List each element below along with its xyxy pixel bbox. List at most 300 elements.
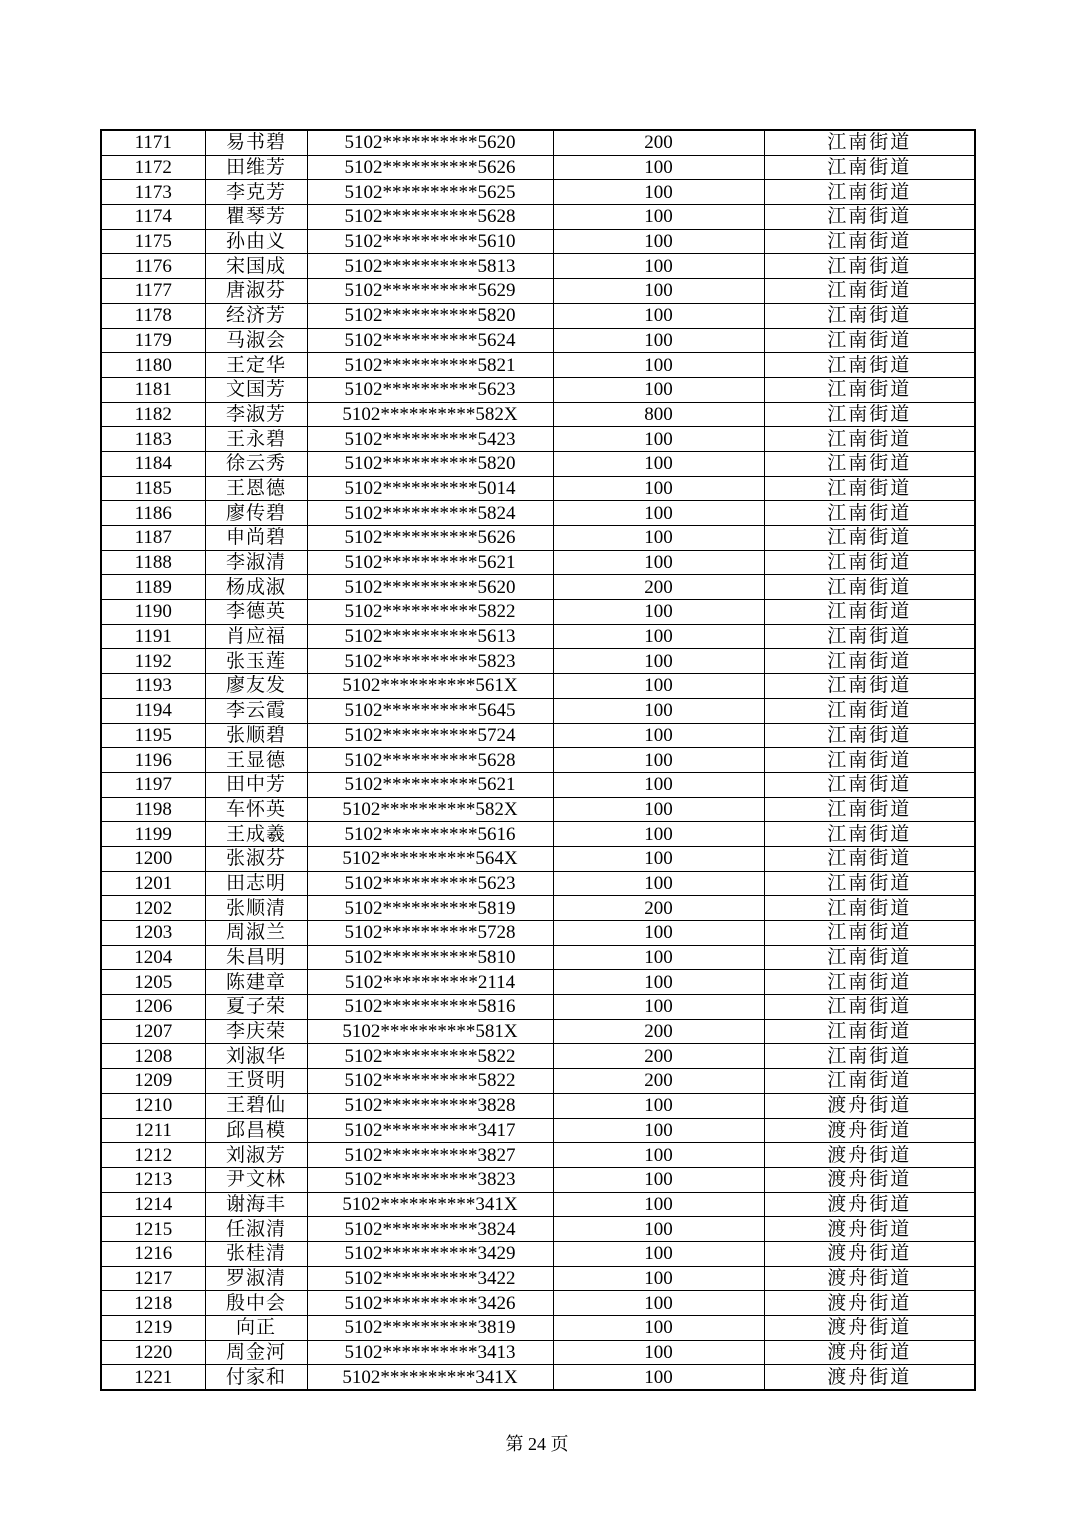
id-number-cell: 5102**********5824 xyxy=(307,501,553,526)
street-cell: 江南街道 xyxy=(764,1044,975,1069)
street-cell: 江南街道 xyxy=(764,377,975,402)
street-cell: 渡舟街道 xyxy=(764,1093,975,1118)
row-number-cell: 1190 xyxy=(101,600,205,625)
name-cell: 瞿琴芳 xyxy=(205,205,307,230)
table-row xyxy=(101,772,975,797)
street-cell: 江南街道 xyxy=(764,328,975,353)
name-cell: 马淑会 xyxy=(205,328,307,353)
row-number-cell: 1194 xyxy=(101,698,205,723)
table-row xyxy=(101,155,975,180)
id-number-cell: 5102**********5820 xyxy=(307,451,553,476)
id-number-cell: 5102**********5616 xyxy=(307,822,553,847)
street-cell: 江南街道 xyxy=(764,353,975,378)
row-number-cell: 1198 xyxy=(101,797,205,822)
row-number-cell: 1175 xyxy=(101,229,205,254)
street-cell: 江南街道 xyxy=(764,402,975,427)
table-row xyxy=(101,1093,975,1118)
table-row xyxy=(101,723,975,748)
id-number-cell: 5102**********5620 xyxy=(307,575,553,600)
table-row xyxy=(101,846,975,871)
amount-cell: 100 xyxy=(553,748,764,773)
id-number-cell: 5102**********5628 xyxy=(307,748,553,773)
id-number-cell: 5102**********561X xyxy=(307,674,553,699)
amount-cell: 100 xyxy=(553,279,764,304)
name-cell: 殷中会 xyxy=(205,1291,307,1316)
name-cell: 田维芳 xyxy=(205,155,307,180)
id-number-cell: 5102**********3824 xyxy=(307,1217,553,1242)
row-number-cell: 1206 xyxy=(101,995,205,1020)
amount-cell: 100 xyxy=(553,970,764,995)
street-cell: 渡舟街道 xyxy=(764,1192,975,1217)
id-number-cell: 5102**********5423 xyxy=(307,427,553,452)
row-number-cell: 1188 xyxy=(101,550,205,575)
name-cell: 朱昌明 xyxy=(205,945,307,970)
amount-cell: 100 xyxy=(553,649,764,674)
table-row xyxy=(101,921,975,946)
street-cell: 江南街道 xyxy=(764,155,975,180)
amount-cell: 100 xyxy=(553,871,764,896)
street-cell: 渡舟街道 xyxy=(764,1241,975,1266)
page-number: 第 24 页 xyxy=(505,1434,569,1454)
amount-cell: 100 xyxy=(553,1241,764,1266)
amount-cell: 100 xyxy=(553,600,764,625)
row-number-cell: 1195 xyxy=(101,723,205,748)
table-row xyxy=(101,328,975,353)
street-cell: 江南街道 xyxy=(764,279,975,304)
street-cell: 江南街道 xyxy=(764,180,975,205)
name-cell: 王定华 xyxy=(205,353,307,378)
row-number-cell: 1202 xyxy=(101,896,205,921)
row-number-cell: 1217 xyxy=(101,1266,205,1291)
name-cell: 夏子荣 xyxy=(205,995,307,1020)
id-number-cell: 5102**********5820 xyxy=(307,303,553,328)
table-row xyxy=(101,649,975,674)
row-number-cell: 1210 xyxy=(101,1093,205,1118)
name-cell: 李克芳 xyxy=(205,180,307,205)
id-number-cell: 5102**********5624 xyxy=(307,328,553,353)
row-number-cell: 1211 xyxy=(101,1118,205,1143)
row-number-cell: 1212 xyxy=(101,1143,205,1168)
amount-cell: 100 xyxy=(553,328,764,353)
table-row xyxy=(101,1118,975,1143)
row-number-cell: 1176 xyxy=(101,254,205,279)
street-cell: 渡舟街道 xyxy=(764,1118,975,1143)
table-row xyxy=(101,1266,975,1291)
amount-cell: 800 xyxy=(553,402,764,427)
table-row xyxy=(101,674,975,699)
name-cell: 罗淑清 xyxy=(205,1266,307,1291)
amount-cell: 100 xyxy=(553,674,764,699)
id-number-cell: 5102**********5623 xyxy=(307,377,553,402)
id-number-cell: 5102**********5628 xyxy=(307,205,553,230)
street-cell: 渡舟街道 xyxy=(764,1291,975,1316)
row-number-cell: 1171 xyxy=(101,130,205,155)
street-cell: 江南街道 xyxy=(764,723,975,748)
id-number-cell: 5102**********5629 xyxy=(307,279,553,304)
id-number-cell: 5102**********5625 xyxy=(307,180,553,205)
table-row xyxy=(101,229,975,254)
table-row xyxy=(101,279,975,304)
amount-cell: 100 xyxy=(553,254,764,279)
row-number-cell: 1187 xyxy=(101,526,205,551)
row-number-cell: 1213 xyxy=(101,1167,205,1192)
amount-cell: 100 xyxy=(553,995,764,1020)
name-cell: 王恩德 xyxy=(205,476,307,501)
name-cell: 唐淑芬 xyxy=(205,279,307,304)
name-cell: 张淑芬 xyxy=(205,846,307,871)
name-cell: 田志明 xyxy=(205,871,307,896)
id-number-cell: 5102**********5610 xyxy=(307,229,553,254)
name-cell: 李德英 xyxy=(205,600,307,625)
id-number-cell: 5102**********5620 xyxy=(307,130,553,155)
amount-cell: 100 xyxy=(553,303,764,328)
amount-cell: 100 xyxy=(553,723,764,748)
amount-cell: 100 xyxy=(553,1143,764,1168)
name-cell: 车怀英 xyxy=(205,797,307,822)
name-cell: 张桂清 xyxy=(205,1241,307,1266)
id-number-cell: 5102**********5623 xyxy=(307,871,553,896)
name-cell: 李云霞 xyxy=(205,698,307,723)
name-cell: 田中芳 xyxy=(205,772,307,797)
name-cell: 刘淑华 xyxy=(205,1044,307,1069)
row-number-cell: 1184 xyxy=(101,451,205,476)
street-cell: 江南街道 xyxy=(764,698,975,723)
id-number-cell: 5102**********5626 xyxy=(307,155,553,180)
street-cell: 江南街道 xyxy=(764,945,975,970)
table-row xyxy=(101,130,975,155)
name-cell: 周淑兰 xyxy=(205,921,307,946)
id-number-cell: 5102**********5821 xyxy=(307,353,553,378)
row-number-cell: 1181 xyxy=(101,377,205,402)
street-cell: 江南街道 xyxy=(764,303,975,328)
table-row xyxy=(101,1019,975,1044)
row-number-cell: 1209 xyxy=(101,1069,205,1094)
table-row xyxy=(101,698,975,723)
row-number-cell: 1177 xyxy=(101,279,205,304)
amount-cell: 100 xyxy=(553,501,764,526)
row-number-cell: 1183 xyxy=(101,427,205,452)
row-number-cell: 1207 xyxy=(101,1019,205,1044)
name-cell: 廖友发 xyxy=(205,674,307,699)
row-number-cell: 1197 xyxy=(101,772,205,797)
table-row xyxy=(101,1069,975,1094)
id-number-cell: 5102**********3426 xyxy=(307,1291,553,1316)
street-cell: 江南街道 xyxy=(764,130,975,155)
row-number-cell: 1220 xyxy=(101,1340,205,1365)
street-cell: 渡舟街道 xyxy=(764,1340,975,1365)
table-row xyxy=(101,1143,975,1168)
table-row xyxy=(101,451,975,476)
row-number-cell: 1204 xyxy=(101,945,205,970)
street-cell: 江南街道 xyxy=(764,550,975,575)
street-cell: 江南街道 xyxy=(764,600,975,625)
table-body xyxy=(101,130,975,1390)
name-cell: 邱昌模 xyxy=(205,1118,307,1143)
id-number-cell: 5102**********3422 xyxy=(307,1266,553,1291)
name-cell: 宋国成 xyxy=(205,254,307,279)
amount-cell: 200 xyxy=(553,1019,764,1044)
table-row xyxy=(101,180,975,205)
name-cell: 刘淑芳 xyxy=(205,1143,307,1168)
name-cell: 肖应福 xyxy=(205,624,307,649)
amount-cell: 100 xyxy=(553,1316,764,1341)
id-number-cell: 5102**********3823 xyxy=(307,1167,553,1192)
street-cell: 江南街道 xyxy=(764,772,975,797)
street-cell: 江南街道 xyxy=(764,254,975,279)
street-cell: 江南街道 xyxy=(764,748,975,773)
table-row xyxy=(101,748,975,773)
row-number-cell: 1174 xyxy=(101,205,205,230)
table-row xyxy=(101,1167,975,1192)
street-cell: 江南街道 xyxy=(764,871,975,896)
table-row xyxy=(101,1340,975,1365)
row-number-cell: 1221 xyxy=(101,1365,205,1390)
amount-cell: 100 xyxy=(553,229,764,254)
table-row xyxy=(101,1217,975,1242)
row-number-cell: 1185 xyxy=(101,476,205,501)
table-row xyxy=(101,476,975,501)
amount-cell: 100 xyxy=(553,921,764,946)
name-cell: 易书碧 xyxy=(205,130,307,155)
street-cell: 渡舟街道 xyxy=(764,1143,975,1168)
amount-cell: 100 xyxy=(553,1291,764,1316)
name-cell: 王成羲 xyxy=(205,822,307,847)
id-number-cell: 5102**********3827 xyxy=(307,1143,553,1168)
street-cell: 江南街道 xyxy=(764,970,975,995)
name-cell: 王永碧 xyxy=(205,427,307,452)
street-cell: 渡舟街道 xyxy=(764,1217,975,1242)
row-number-cell: 1193 xyxy=(101,674,205,699)
table-row xyxy=(101,550,975,575)
name-cell: 尹文林 xyxy=(205,1167,307,1192)
id-number-cell: 5102**********5822 xyxy=(307,600,553,625)
id-number-cell: 5102**********5823 xyxy=(307,649,553,674)
id-number-cell: 5102**********5822 xyxy=(307,1044,553,1069)
row-number-cell: 1215 xyxy=(101,1217,205,1242)
amount-cell: 100 xyxy=(553,1340,764,1365)
id-number-cell: 5102**********5813 xyxy=(307,254,553,279)
name-cell: 张玉莲 xyxy=(205,649,307,674)
street-cell: 江南街道 xyxy=(764,1069,975,1094)
table-row xyxy=(101,205,975,230)
row-number-cell: 1214 xyxy=(101,1192,205,1217)
table-row xyxy=(101,526,975,551)
name-cell: 经济芳 xyxy=(205,303,307,328)
row-number-cell: 1192 xyxy=(101,649,205,674)
row-number-cell: 1218 xyxy=(101,1291,205,1316)
name-cell: 李庆荣 xyxy=(205,1019,307,1044)
street-cell: 江南街道 xyxy=(764,822,975,847)
amount-cell: 100 xyxy=(553,377,764,402)
id-number-cell: 5102**********582X xyxy=(307,402,553,427)
amount-cell: 100 xyxy=(553,427,764,452)
table-row xyxy=(101,402,975,427)
street-cell: 江南街道 xyxy=(764,229,975,254)
street-cell: 渡舟街道 xyxy=(764,1266,975,1291)
id-number-cell: 5102**********3429 xyxy=(307,1241,553,1266)
street-cell: 江南街道 xyxy=(764,451,975,476)
amount-cell: 200 xyxy=(553,1044,764,1069)
row-number-cell: 1182 xyxy=(101,402,205,427)
street-cell: 江南街道 xyxy=(764,921,975,946)
row-number-cell: 1196 xyxy=(101,748,205,773)
table-row xyxy=(101,377,975,402)
id-number-cell: 5102**********5626 xyxy=(307,526,553,551)
amount-cell: 100 xyxy=(553,476,764,501)
amount-cell: 100 xyxy=(553,1365,764,1390)
row-number-cell: 1178 xyxy=(101,303,205,328)
id-number-cell: 5102**********5816 xyxy=(307,995,553,1020)
name-cell: 王显德 xyxy=(205,748,307,773)
name-cell: 王贤明 xyxy=(205,1069,307,1094)
street-cell: 渡舟街道 xyxy=(764,1316,975,1341)
amount-cell: 100 xyxy=(553,451,764,476)
street-cell: 江南街道 xyxy=(764,649,975,674)
row-number-cell: 1205 xyxy=(101,970,205,995)
id-number-cell: 5102**********5728 xyxy=(307,921,553,946)
street-cell: 江南街道 xyxy=(764,797,975,822)
name-cell: 李淑清 xyxy=(205,550,307,575)
row-number-cell: 1216 xyxy=(101,1241,205,1266)
name-cell: 张顺碧 xyxy=(205,723,307,748)
table-row xyxy=(101,1291,975,1316)
name-cell: 杨成淑 xyxy=(205,575,307,600)
row-number-cell: 1219 xyxy=(101,1316,205,1341)
name-cell: 廖传碧 xyxy=(205,501,307,526)
id-number-cell: 5102**********5819 xyxy=(307,896,553,921)
table-row xyxy=(101,303,975,328)
name-cell: 陈建章 xyxy=(205,970,307,995)
table-row xyxy=(101,970,975,995)
amount-cell: 100 xyxy=(553,797,764,822)
id-number-cell: 5102**********3413 xyxy=(307,1340,553,1365)
table-row xyxy=(101,797,975,822)
name-cell: 孙由义 xyxy=(205,229,307,254)
amount-cell: 100 xyxy=(553,822,764,847)
amount-cell: 100 xyxy=(553,155,764,180)
street-cell: 江南街道 xyxy=(764,575,975,600)
name-cell: 张顺清 xyxy=(205,896,307,921)
amount-cell: 100 xyxy=(553,526,764,551)
street-cell: 江南街道 xyxy=(764,205,975,230)
amount-cell: 100 xyxy=(553,1093,764,1118)
name-cell: 周金河 xyxy=(205,1340,307,1365)
street-cell: 江南街道 xyxy=(764,896,975,921)
amount-cell: 200 xyxy=(553,896,764,921)
amount-cell: 100 xyxy=(553,1217,764,1242)
name-cell: 付家和 xyxy=(205,1365,307,1390)
id-number-cell: 5102**********3819 xyxy=(307,1316,553,1341)
table-row xyxy=(101,1365,975,1390)
name-cell: 申尚碧 xyxy=(205,526,307,551)
table-row xyxy=(101,1044,975,1069)
amount-cell: 100 xyxy=(553,550,764,575)
amount-cell: 100 xyxy=(553,1266,764,1291)
id-number-cell: 5102**********582X xyxy=(307,797,553,822)
row-number-cell: 1173 xyxy=(101,180,205,205)
amount-cell: 100 xyxy=(553,772,764,797)
name-cell: 徐云秀 xyxy=(205,451,307,476)
street-cell: 渡舟街道 xyxy=(764,1167,975,1192)
id-number-cell: 5102**********341X xyxy=(307,1192,553,1217)
table-row xyxy=(101,427,975,452)
name-cell: 文国芳 xyxy=(205,377,307,402)
row-number-cell: 1203 xyxy=(101,921,205,946)
amount-cell: 100 xyxy=(553,353,764,378)
row-number-cell: 1191 xyxy=(101,624,205,649)
id-number-cell: 5102**********5724 xyxy=(307,723,553,748)
table-row xyxy=(101,624,975,649)
name-cell: 谢海丰 xyxy=(205,1192,307,1217)
id-number-cell: 5102**********3828 xyxy=(307,1093,553,1118)
amount-cell: 200 xyxy=(553,575,764,600)
id-number-cell: 5102**********5014 xyxy=(307,476,553,501)
street-cell: 江南街道 xyxy=(764,846,975,871)
table-row xyxy=(101,600,975,625)
amount-cell: 200 xyxy=(553,1069,764,1094)
amount-cell: 100 xyxy=(553,1118,764,1143)
amount-cell: 100 xyxy=(553,846,764,871)
street-cell: 江南街道 xyxy=(764,526,975,551)
id-number-cell: 5102**********5621 xyxy=(307,772,553,797)
id-number-cell: 5102**********5613 xyxy=(307,624,553,649)
id-number-cell: 5102**********2114 xyxy=(307,970,553,995)
id-number-cell: 5102**********5810 xyxy=(307,945,553,970)
table-row xyxy=(101,1316,975,1341)
amount-cell: 100 xyxy=(553,1192,764,1217)
row-number-cell: 1201 xyxy=(101,871,205,896)
table-row xyxy=(101,353,975,378)
amount-cell: 200 xyxy=(553,130,764,155)
street-cell: 江南街道 xyxy=(764,427,975,452)
street-cell: 江南街道 xyxy=(764,476,975,501)
name-cell: 李淑芳 xyxy=(205,402,307,427)
row-number-cell: 1172 xyxy=(101,155,205,180)
id-number-cell: 5102**********5645 xyxy=(307,698,553,723)
id-number-cell: 5102**********564X xyxy=(307,846,553,871)
table-row xyxy=(101,945,975,970)
table-row xyxy=(101,254,975,279)
amount-cell: 100 xyxy=(553,945,764,970)
amount-cell: 100 xyxy=(553,180,764,205)
id-number-cell: 5102**********5621 xyxy=(307,550,553,575)
id-number-cell: 5102**********581X xyxy=(307,1019,553,1044)
amount-cell: 100 xyxy=(553,624,764,649)
street-cell: 江南街道 xyxy=(764,1019,975,1044)
row-number-cell: 1200 xyxy=(101,846,205,871)
street-cell: 江南街道 xyxy=(764,995,975,1020)
row-number-cell: 1199 xyxy=(101,822,205,847)
street-cell: 江南街道 xyxy=(764,674,975,699)
street-cell: 江南街道 xyxy=(764,501,975,526)
name-cell: 任淑清 xyxy=(205,1217,307,1242)
data-table xyxy=(100,129,976,1391)
table-row xyxy=(101,896,975,921)
amount-cell: 100 xyxy=(553,698,764,723)
amount-cell: 100 xyxy=(553,1167,764,1192)
row-number-cell: 1179 xyxy=(101,328,205,353)
table-row xyxy=(101,871,975,896)
row-number-cell: 1189 xyxy=(101,575,205,600)
id-number-cell: 5102**********5822 xyxy=(307,1069,553,1094)
table-row xyxy=(101,1241,975,1266)
row-number-cell: 1180 xyxy=(101,353,205,378)
row-number-cell: 1186 xyxy=(101,501,205,526)
row-number-cell: 1208 xyxy=(101,1044,205,1069)
table-row xyxy=(101,501,975,526)
id-number-cell: 5102**********3417 xyxy=(307,1118,553,1143)
name-cell: 向正 xyxy=(205,1316,307,1341)
